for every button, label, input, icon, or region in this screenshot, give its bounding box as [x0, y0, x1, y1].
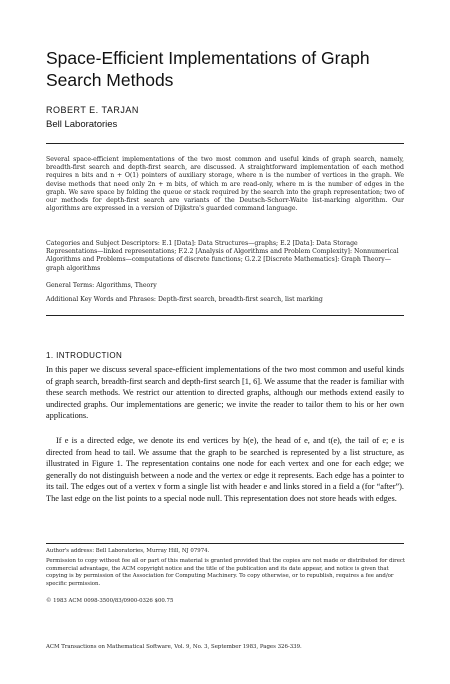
intro-paragraph-2: If e is a directed edge, we denote its end vertices by h(e), the head of e, and t(e), the tail of e; e is directed from head to tail. We assume that the graph to be searched is represented by a list structure, as illustrated in Figure 1. The representation contains one node for each vertex and one for each edge; we generally do not distinguish between a node and the vertex or edge it represents. Each edge has a pointer to its tail. The edges out of a vertex v form a single list with header e and links stored in a field a (for “after”). The last edge on the list points to a special node null. This representation does not store heads with edges.: [46, 436, 404, 503]
section-heading: 1. INTRODUCTION: [46, 351, 123, 360]
journal-citation: ACM Transactions on Mathematical Software, Vol. 9, No. 3, September 1983, Pages 326-339.: [46, 644, 302, 650]
footnote-rule: [46, 543, 404, 544]
keywords: [46, 296, 404, 304]
keywords-text: Depth-first search, breadth-first search, list marking: [157, 296, 323, 303]
keywords-label: Additional Key Words and Phrases:: [46, 296, 156, 303]
intro-paragraph-1: In this paper we discuss several space-efficient implementations of the two most common and useful kinds of graph search, breadth-first search and depth-first search [1, 6]. We assume that the reader is familiar with these search methods. We restrict our attention to directed graphs, although our methods extend easily to undirected graphs. Our implementations are generic; we invite the reader to tailor them to his or her own applications.: [46, 365, 404, 420]
header-rule: [46, 143, 404, 144]
author-name: ROBERT E. TARJAN: [46, 105, 139, 115]
subject-descriptors: [46, 240, 404, 273]
footnote-permission: Permission to copy without fee all or part of this material is granted provided that the copies are not made or distributed for direct commercial advantage, the ACM copyright notice and the title of the publication and its date appear, and notice is given that copying is by permission of the Association for Computing Machinery. To copy otherwise, or to republish, requires a fee and/or specific permission.: [46, 558, 406, 587]
paper-title: Space-Efficient Implementations of Graph Search Methods: [46, 48, 370, 90]
abstract: Several space-efficient implementations of the two most common and useful kinds of graph search, namely, breadth-first search and depth-first search, are discussed. A straightforward implementation of each method requires n bits and n + O(1) pointers of auxiliary storage, where n is the number of vertices in the graph. We devise methods that need only 2n + m bits, of which m are read-only, where m is the number of edges in the graph. We save space by folding the queue or stack required by the search into the graph representation; two of our methods for depth-first search are variants of the Deutsch-Schorr-Waite list-marking algorithm. Our algorithms are expressed in a version of Dijkstra's guarded command language.: [46, 156, 404, 213]
footnote-copyright: © 1983 ACM 0098-3500/83/0900-0326 $00.75: [46, 598, 174, 604]
footnote-address: Author's address: Bell Laboratories, Murray Hill, NJ 07974.: [46, 548, 210, 554]
author-affiliation: Bell Laboratories: [46, 119, 118, 130]
categories-label: Categories and Subject Descriptors:: [46, 240, 160, 247]
general-terms-label: General Terms:: [46, 282, 95, 289]
categories-text: E.1 [Data]: Data Structures—graphs; E.2 [Data]: Data Storage Representations—linked representations; F.2.2 [Analysis of Algorithms and Problem Complexity]: Nonnumerical Algorithms and Problems—computations of discrete functions; G.2.2 [Discrete Mathematics]: Graph Theory—graph algorithms: [46, 240, 399, 272]
general-terms-text: Algorithms, Theory: [96, 282, 157, 289]
general-terms: [46, 282, 404, 290]
abstract-rule: [46, 315, 404, 316]
